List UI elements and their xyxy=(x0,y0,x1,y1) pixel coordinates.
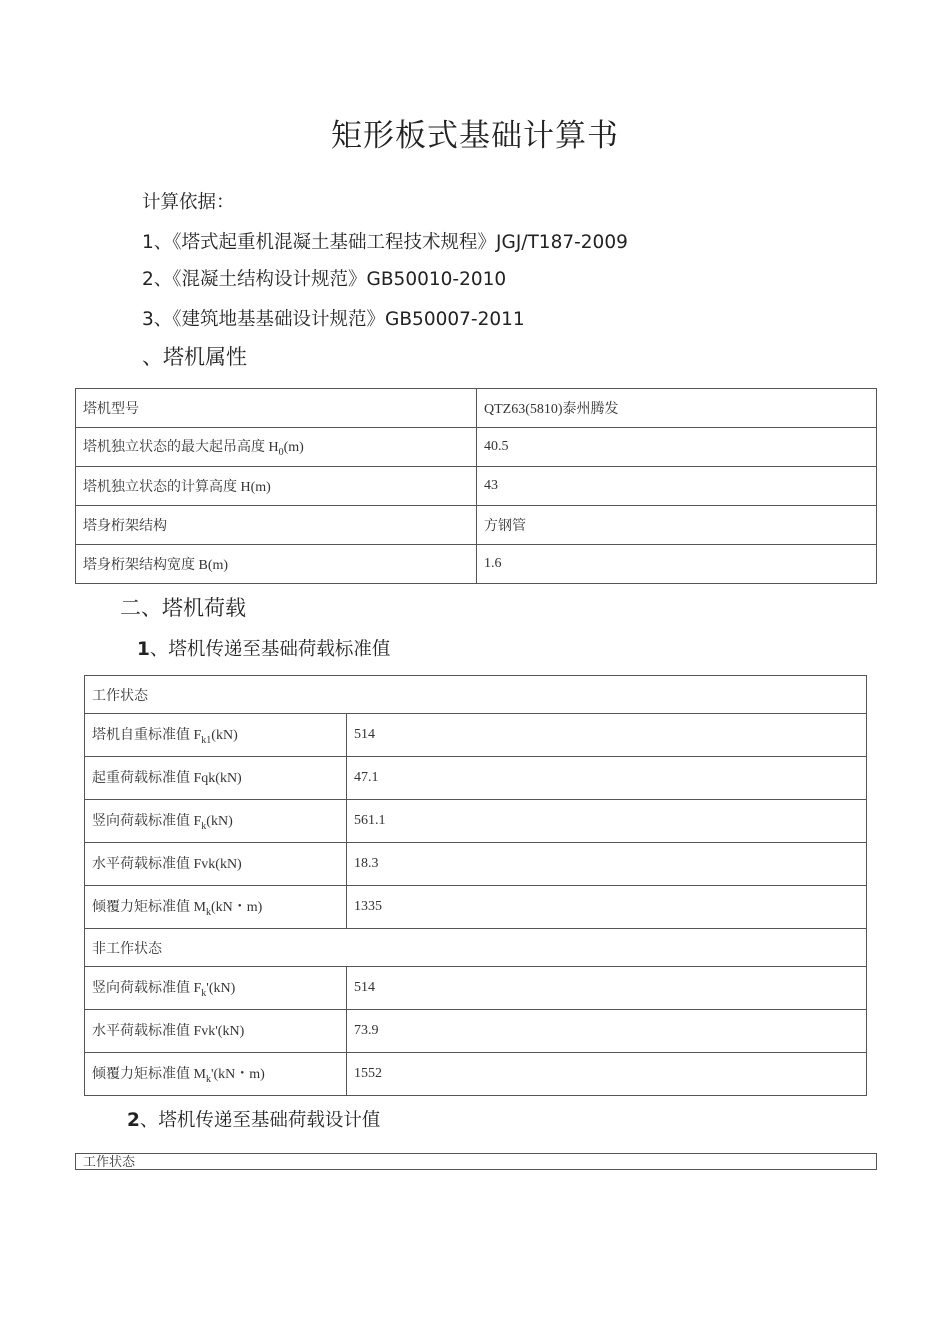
load-label: 竖向荷载标准值 $F_k(kN)$ xyxy=(85,800,347,843)
property-label: 塔机独立状态的最大起吊高度 $H_0(m)$ xyxy=(76,428,477,467)
load-label: 水平荷载标准值 Fvk(kN) xyxy=(85,843,347,886)
table-header-row xyxy=(76,1154,877,1170)
basis-label: 计算依据： xyxy=(142,192,235,213)
load-label: 竖向荷载标准值 $F_k'(kN)$ xyxy=(85,967,347,1010)
load-value: 514 xyxy=(347,967,867,1010)
table-row xyxy=(76,467,877,506)
load-value: 561.1 xyxy=(347,800,867,843)
load-label: 起重荷载标准值 Fqk(kN) xyxy=(85,757,347,800)
nonworking-state-header: 非工作状态 xyxy=(85,929,867,967)
table-header-row xyxy=(85,676,867,714)
subsection-standard-loads-title: 1、塔机传递至基础荷载标准值 xyxy=(137,639,391,660)
property-label: 塔机型号 xyxy=(76,389,477,428)
load-label: 水平荷载标准值 Fvk'(kN) xyxy=(85,1010,347,1053)
reference-2: 2、《混凝土结构设计规范》GB50010-2010 xyxy=(142,269,507,290)
property-value: 40.5 xyxy=(477,428,877,467)
property-label: 塔身桁架结构 xyxy=(76,506,477,545)
table-row xyxy=(85,714,867,757)
load-label: 倾覆力矩标准值 $M_k(kN$・m) xyxy=(85,886,347,929)
crane-properties-table xyxy=(75,388,877,584)
table-row xyxy=(85,1053,867,1096)
reference-3: 3、《建筑地基基础设计规范》GB50007-2011 xyxy=(142,309,525,330)
table-row xyxy=(76,506,877,545)
load-label: 倾覆力矩标准值 $M_k'(kN$・m) xyxy=(85,1053,347,1096)
table-row xyxy=(76,545,877,584)
table-row xyxy=(85,757,867,800)
table-header-row xyxy=(85,929,867,967)
table-row xyxy=(76,389,877,428)
property-value: 方钢管 xyxy=(477,506,877,545)
table-row xyxy=(85,800,867,843)
table-row xyxy=(85,886,867,929)
property-label: 塔机独立状态的计算高度 H(m) xyxy=(76,467,477,506)
table-row xyxy=(85,1010,867,1053)
table-row xyxy=(85,843,867,886)
property-label: 塔身桁架结构宽度 B(m) xyxy=(76,545,477,584)
working-state-header: 工作状态 xyxy=(85,676,867,714)
load-value: 1552 xyxy=(347,1053,867,1096)
section-crane-loads-title: 二、塔机荷载 xyxy=(120,596,246,620)
load-value: 47.1 xyxy=(347,757,867,800)
load-label: 塔机自重标准值 $F_{k1}(kN)$ xyxy=(85,714,347,757)
reference-1: 1、《塔式起重机混凝土基础工程技术规程》JGJ/T187-2009 xyxy=(142,232,628,253)
table-row xyxy=(76,428,877,467)
design-loads-table xyxy=(75,1153,877,1170)
load-value: 73.9 xyxy=(347,1010,867,1053)
subsection-design-loads-title: 2、塔机传递至基础荷载设计值 xyxy=(127,1110,381,1131)
section-crane-properties-title: 、塔机属性 xyxy=(142,345,247,369)
property-value: QTZ63(5810)泰州腾发 xyxy=(477,389,877,428)
working-state-header: 工作状态 xyxy=(76,1154,877,1170)
load-value: 18.3 xyxy=(347,843,867,886)
load-value: 514 xyxy=(347,714,867,757)
standard-loads-table xyxy=(84,675,867,1096)
property-value: 1.6 xyxy=(477,545,877,584)
property-value: 43 xyxy=(477,467,877,506)
table-row xyxy=(85,967,867,1010)
document-title: 矩形板式基础计算书 xyxy=(331,118,619,154)
load-value: 1335 xyxy=(347,886,867,929)
